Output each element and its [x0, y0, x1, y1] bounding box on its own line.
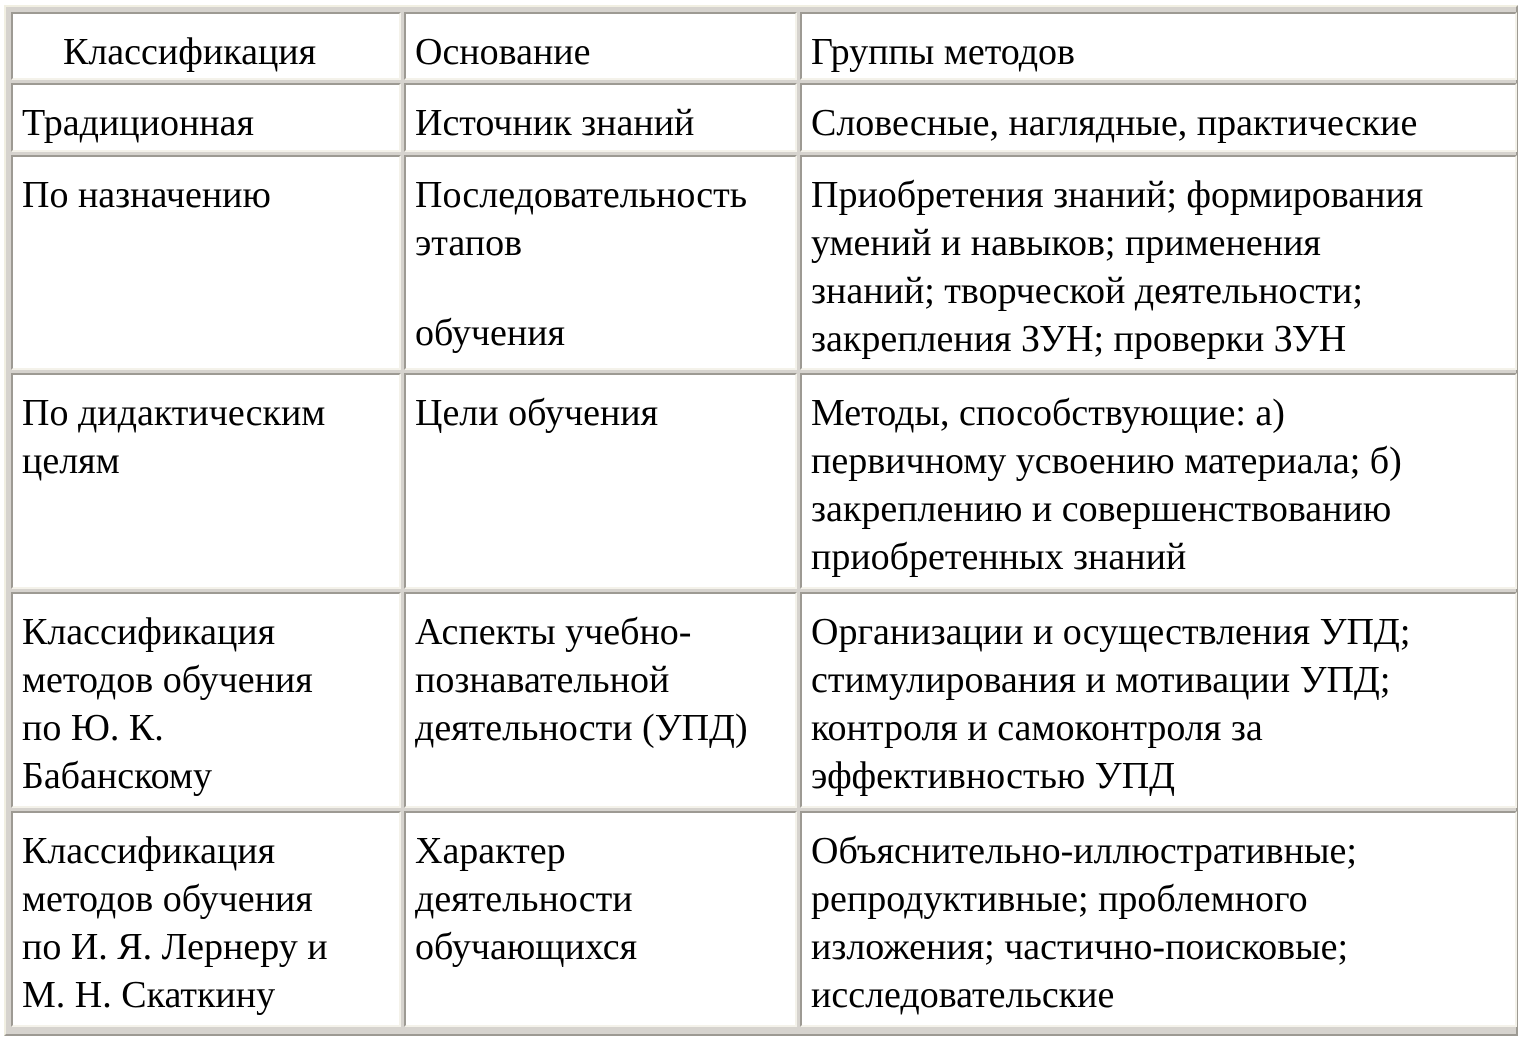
cell-line: Цели обучения	[415, 392, 659, 435]
cell-line: деятельности (УПД)	[415, 707, 748, 750]
header-method-groups: Группы методов	[800, 12, 1517, 80]
classification-table-frame	[4, 5, 1518, 1036]
cell-line: Аспекты учебно-	[415, 611, 692, 654]
cell-line: Организации и осуществления УПД;	[811, 611, 1411, 654]
table-row	[11, 155, 1517, 371]
cell-classification	[11, 373, 401, 589]
cell-line: знаний; творческой деятельности;	[811, 269, 1363, 312]
cell-line: Традиционная	[22, 102, 254, 145]
cell-method-groups	[800, 83, 1517, 151]
cell-line: Классификация	[22, 830, 276, 873]
header-basis: Основание	[404, 12, 797, 80]
cell-line: Объяснительно-иллюстративные;	[811, 830, 1357, 873]
paragraph-gap	[415, 267, 786, 309]
cell-line: приобретенных знаний	[811, 536, 1187, 579]
cell-line: По дидактическим	[22, 392, 326, 435]
cell-line: обучающихся	[415, 926, 638, 969]
cell-line: Методы, способствующие: а)	[811, 392, 1285, 435]
cell-line: Приобретения знаний; формирования	[811, 173, 1424, 216]
cell-line: Последовательность	[415, 173, 748, 216]
teaching-methods-classification-table	[8, 9, 1520, 1030]
cell-line: умений и навыков; применения	[811, 221, 1321, 264]
header-classification: Классификация	[11, 12, 401, 80]
cell-classification	[11, 592, 401, 808]
cell-method-groups	[800, 811, 1517, 1027]
cell-basis	[404, 592, 797, 808]
cell-line: закреплению и совершенствованию	[811, 488, 1392, 531]
cell-line: целям	[22, 440, 120, 483]
cell-line: познавательной	[415, 659, 670, 702]
cell-line: репродуктивные; проблемного	[811, 878, 1308, 921]
cell-line: этапов	[415, 221, 523, 264]
cell-line: изложения; частично-поисковые;	[811, 926, 1349, 969]
cell-line: стимулирования и мотивации УПД;	[811, 659, 1391, 702]
cell-classification	[11, 155, 401, 371]
cell-line: М. Н. Скаткину	[22, 974, 276, 1017]
table-row	[11, 811, 1517, 1027]
cell-method-groups	[800, 592, 1517, 808]
cell-line: закрепления ЗУН; проверки ЗУН	[811, 317, 1347, 360]
cell-basis	[404, 155, 797, 371]
cell-line: Источник знаний	[415, 102, 695, 145]
cell-line: обучения	[415, 311, 566, 354]
cell-method-groups	[800, 373, 1517, 589]
cell-line: методов обучения	[22, 878, 313, 921]
cell-line: исследовательские	[811, 974, 1115, 1017]
cell-line: по И. Я. Лернеру и	[22, 926, 328, 969]
cell-method-groups	[800, 155, 1517, 371]
cell-basis	[404, 373, 797, 589]
cell-line: Характер	[415, 830, 566, 873]
cell-line: По назначению	[22, 173, 271, 216]
cell-line: первичному усвоению материала; б)	[811, 440, 1402, 483]
table-row	[11, 592, 1517, 808]
cell-basis	[404, 83, 797, 151]
cell-line: Словесные, наглядные, практические	[811, 102, 1418, 145]
table-header-row	[11, 12, 1517, 80]
cell-line: контроля и самоконтроля за	[811, 707, 1263, 750]
cell-line: Классификация	[22, 611, 276, 654]
cell-basis	[404, 811, 797, 1027]
cell-line: эффективностью УПД	[811, 755, 1176, 798]
table-row	[11, 373, 1517, 589]
cell-classification	[11, 83, 401, 151]
table-row	[11, 83, 1517, 151]
cell-line: методов обучения	[22, 659, 313, 702]
cell-classification	[11, 811, 401, 1027]
cell-line: Бабанскому	[22, 755, 212, 798]
cell-line: деятельности	[415, 878, 633, 921]
cell-line: по Ю. К.	[22, 707, 164, 750]
